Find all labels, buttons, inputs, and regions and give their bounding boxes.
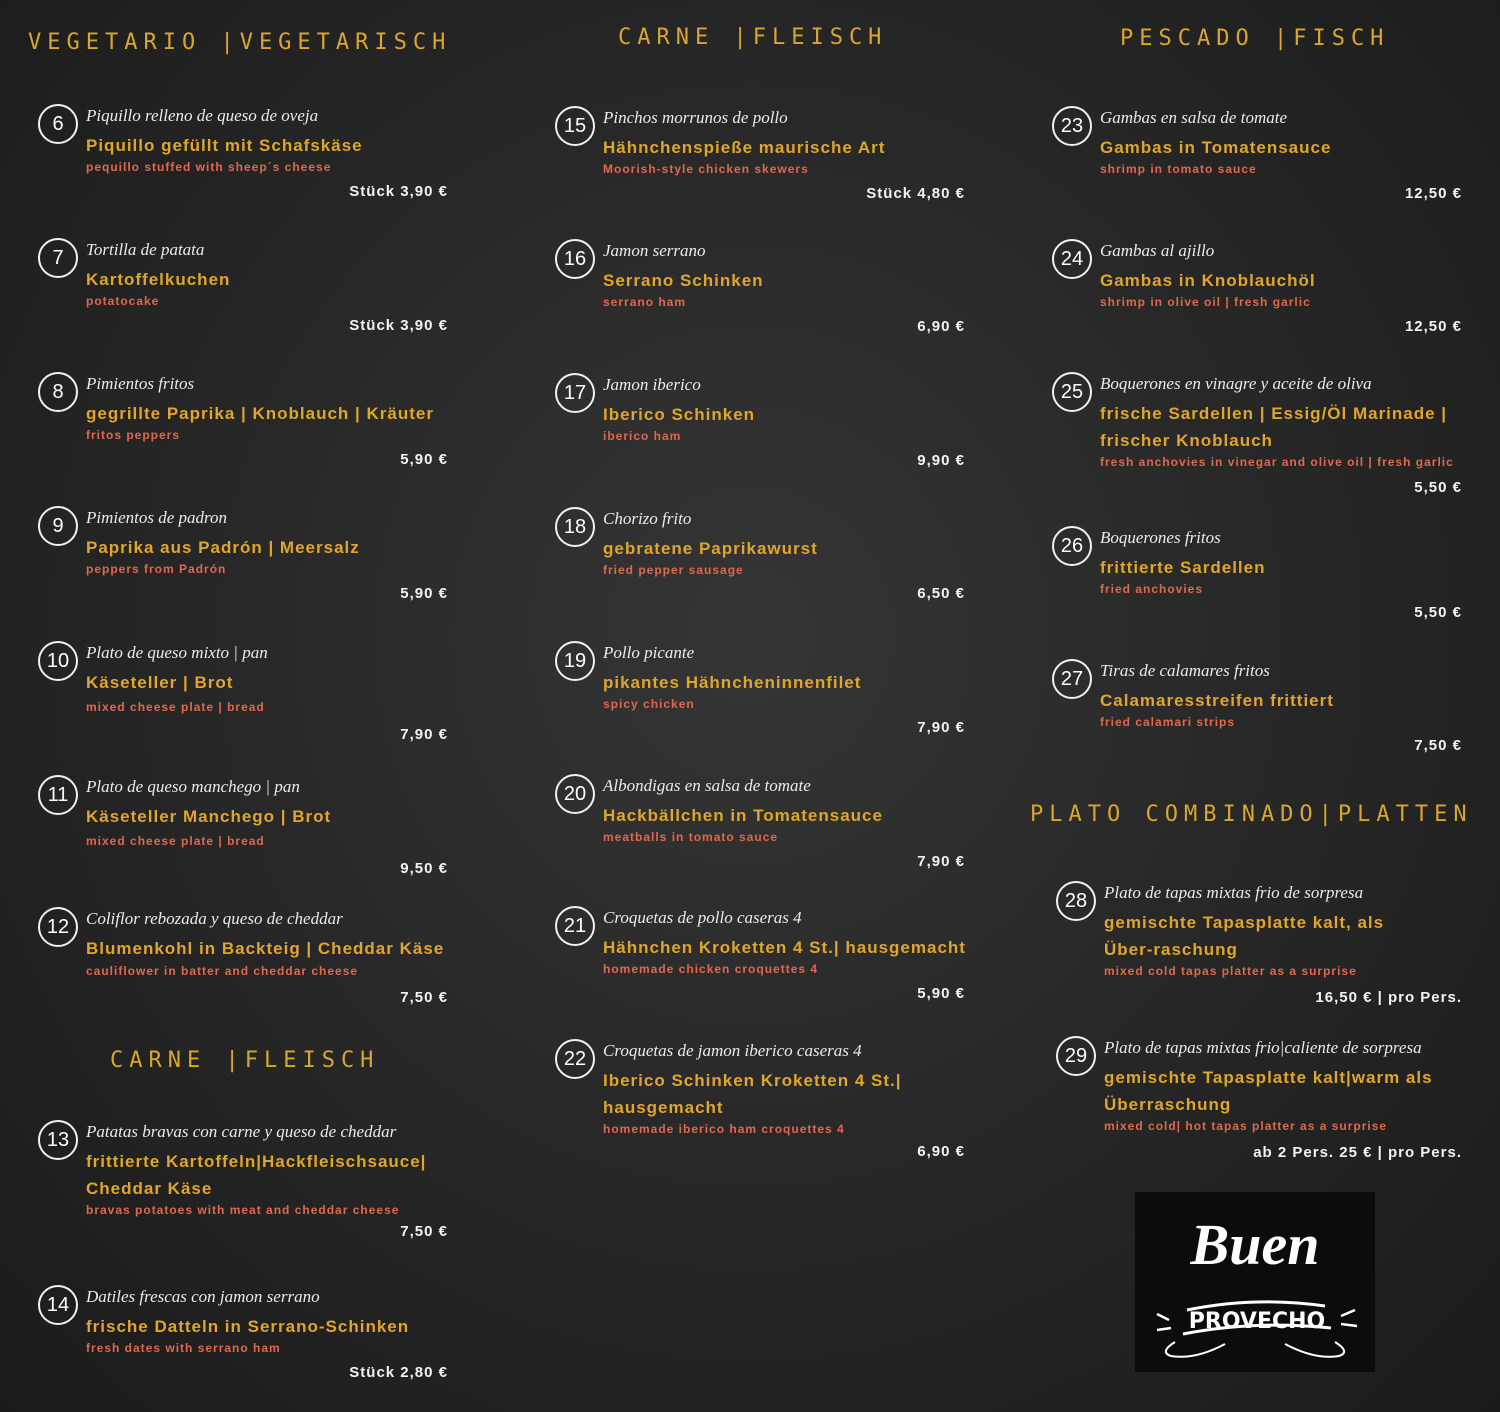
item-number: 7 [38, 238, 78, 278]
item-price: 9,50 € [400, 860, 448, 877]
item-name-spanish: Tortilla de patata [86, 240, 205, 259]
item-name-english: mixed cheese plate | bread [86, 834, 265, 848]
item-price: 7,50 € [400, 1223, 448, 1240]
item-name-spanish: Plato de tapas mixtas frio de sorpresa [1104, 883, 1364, 902]
menu-item-9 [38, 506, 448, 616]
item-name-german: gebratene Paprikawurst [603, 539, 818, 558]
item-name-english: spicy chicken [603, 697, 695, 711]
item-name-german: Hähnchen Kroketten 4 St.| hausgemacht [603, 938, 966, 957]
menu-item-12 [38, 907, 448, 1017]
item-name-english: homemade chicken croquettes 4 [603, 962, 819, 976]
item-price: ab 2 Pers. 25 € | pro Pers. [1253, 1144, 1462, 1161]
item-price: 5,90 € [400, 451, 448, 468]
item-price: 16,50 € | pro Pers. [1315, 989, 1462, 1006]
item-number: 16 [555, 239, 595, 279]
item-name-spanish: Gambas en salsa de tomate [1100, 108, 1287, 127]
menu-item-24 [1052, 239, 1462, 349]
item-price: 12,50 € [1404, 185, 1462, 202]
item-name-english: pequillo stuffed with sheep´s cheese [86, 160, 332, 174]
item-number: 17 [555, 373, 595, 413]
menu-item-26 [1052, 526, 1462, 636]
item-price: Stück 4,80 € [866, 185, 965, 202]
item-number: 13 [38, 1120, 78, 1160]
item-name-english: peppers from Padrón [86, 562, 227, 576]
item-number: 28 [1056, 881, 1096, 921]
item-name-english: shrimp in olive oil | fresh garlic [1100, 295, 1311, 309]
menu-item-22 [555, 1039, 965, 1174]
menu-item-17 [555, 373, 965, 483]
item-name-spanish: Boquerones en vinagre y aceite de oliva [1100, 374, 1372, 393]
item-name-spanish: Pimientos de padron [86, 508, 228, 527]
item-name-german: Hähnchenspieße maurische Art [603, 138, 886, 157]
item-number: 21 [555, 906, 595, 946]
menu-item-20 [555, 774, 965, 884]
item-number: 15 [555, 106, 595, 146]
item-number: 6 [38, 104, 78, 144]
menu-item-18 [555, 507, 965, 617]
item-price: 5,90 € [400, 585, 448, 602]
buen-provecho-logo [1135, 1192, 1375, 1372]
item-name-german: Käseteller Manchego | Brot [86, 807, 332, 826]
item-name-spanish: Coliflor rebozada y queso de cheddar [86, 909, 343, 928]
item-name-german: Käseteller | Brot [86, 673, 234, 692]
item-name-spanish: Pollo picante [603, 643, 695, 662]
item-name-german: Iberico Schinken [603, 405, 756, 424]
item-name-german: Hackbällchen in Tomatensauce [603, 806, 883, 825]
item-price: 6,90 € [917, 318, 965, 335]
item-price: Stück 3,90 € [349, 317, 448, 334]
item-number: 24 [1052, 239, 1092, 279]
item-name-spanish: Albondigas en salsa de tomate [603, 776, 811, 795]
item-name-german: gegrillte Paprika | Knoblauch | Kräuter [86, 404, 434, 423]
menu-item-19 [555, 641, 965, 751]
item-name-english: fried calamari strips [1100, 715, 1236, 729]
item-name-german: frische Datteln in Serrano-Schinken [86, 1317, 410, 1336]
item-price: 7,90 € [917, 853, 965, 870]
item-name-english: potatocake [86, 294, 160, 308]
menu-item-14 [38, 1285, 448, 1395]
item-name-spanish: Datiles frescas con jamon serrano [86, 1287, 320, 1306]
menu-item-10 [38, 641, 448, 751]
item-name-spanish: Pinchos morrunos de pollo [603, 108, 788, 127]
item-name-english: Moorish-style chicken skewers [603, 162, 809, 176]
item-number: 10 [38, 641, 78, 681]
item-name-english: serrano ham [603, 295, 687, 309]
item-name-spanish: Plato de queso mixto | pan [86, 643, 268, 662]
item-price: 7,90 € [400, 726, 448, 743]
item-number: 23 [1052, 106, 1092, 146]
item-name-spanish: Pimientos fritos [86, 374, 195, 393]
item-number: 14 [38, 1285, 78, 1325]
item-price: 6,90 € [917, 1143, 965, 1160]
section-title-carne-left: CARNE |FLEISCH [110, 1048, 380, 1073]
item-number: 25 [1052, 372, 1092, 412]
item-price: Stück 3,90 € [349, 183, 448, 200]
item-price: 6,50 € [917, 585, 965, 602]
item-name-english: mixed cheese plate | bread [86, 700, 265, 714]
item-name-spanish: Croquetas de jamon iberico caseras 4 [603, 1041, 862, 1060]
item-name-spanish: Plato de queso manchego | pan [86, 777, 300, 796]
item-name-spanish: Chorizo frito [603, 509, 692, 528]
item-name-spanish: Croquetas de pollo caseras 4 [603, 908, 802, 927]
item-number: 19 [555, 641, 595, 681]
item-name-english: mixed cold tapas platter as a surprise [1104, 964, 1357, 978]
section-title-plato-combinado: PLATO COMBINADO|PLATTEN [1030, 802, 1473, 827]
item-name-spanish: Plato de tapas mixtas frio|caliente de sorpresa [1104, 1038, 1422, 1057]
item-name-spanish: Jamon iberico [603, 375, 701, 394]
item-name-spanish: Patatas bravas con carne y queso de cheddar [86, 1122, 397, 1141]
item-name-spanish: Gambas al ajillo [1100, 241, 1215, 260]
menu-item-11 [38, 775, 448, 885]
item-name-english: mixed cold| hot tapas platter as a surprise [1104, 1119, 1388, 1133]
section-title-carne: CARNE |FLEISCH [618, 25, 888, 50]
item-name-german: Kartoffelkuchen [86, 270, 231, 289]
item-name-german: pikantes Hähncheninnenfilet [603, 673, 862, 692]
item-name-english: fried anchovies [1100, 582, 1204, 596]
menu-item-13 [38, 1120, 448, 1255]
logo-text-buen: Buen [1190, 1212, 1320, 1277]
item-name-english: cauliflower in batter and cheddar cheese [86, 964, 359, 978]
item-name-german: Blumenkohl in Backteig | Cheddar Käse [86, 939, 445, 958]
item-name-english: fresh anchovies in vinegar and olive oil | fresh garlic [1100, 455, 1454, 469]
item-price: 7,50 € [400, 989, 448, 1006]
menu-item-23 [1052, 106, 1462, 216]
item-number: 18 [555, 507, 595, 547]
item-number: 8 [38, 372, 78, 412]
item-name-spanish: Tiras de calamares fritos [1100, 661, 1270, 680]
item-name-german: Iberico Schinken Kroketten 4 St.| hausgemacht [603, 1071, 902, 1117]
item-number: 9 [38, 506, 78, 546]
item-name-german: frittierte Kartoffeln|Hackfleischsauce| Cheddar Käse [86, 1152, 427, 1198]
item-price: 5,50 € [1414, 479, 1462, 496]
item-name-german: gemischte Tapasplatte kalt, als Über-raschung [1104, 913, 1385, 959]
item-name-german: Piquillo gefüllt mit Schafskäse [86, 136, 363, 155]
menu-item-16 [555, 239, 965, 349]
menu-item-21 [555, 906, 965, 1016]
item-price: 12,50 € [1404, 318, 1462, 335]
item-price: 7,90 € [917, 719, 965, 736]
item-number: 11 [38, 775, 78, 815]
menu-item-28 [1056, 881, 1462, 1011]
menu-item-25 [1052, 372, 1462, 502]
menu-item-27 [1052, 659, 1462, 769]
item-name-german: frittierte Sardellen [1100, 558, 1266, 577]
item-number: 27 [1052, 659, 1092, 699]
item-name-german: Serrano Schinken [603, 271, 764, 290]
item-number: 26 [1052, 526, 1092, 566]
item-name-german: Paprika aus Padrón | Meersalz [86, 538, 360, 557]
item-name-german: Gambas in Tomatensauce [1100, 138, 1332, 157]
item-name-german: Gambas in Knoblauchöl [1100, 271, 1316, 290]
menu-item-29 [1056, 1036, 1462, 1166]
item-number: 29 [1056, 1036, 1096, 1076]
item-name-english: iberico ham [603, 429, 682, 443]
section-title-vegetario: VEGETARIO |VEGETARISCH [28, 30, 452, 55]
item-number: 12 [38, 907, 78, 947]
item-price: 5,90 € [917, 985, 965, 1002]
item-number: 22 [555, 1039, 595, 1079]
item-name-german: frische Sardellen | Essig/Öl Marinade | frischer Knoblauch [1100, 404, 1448, 450]
menu-item-8 [38, 372, 448, 482]
item-name-german: Calamaresstreifen frittiert [1100, 691, 1334, 710]
item-name-english: bravas potatoes with meat and cheddar cheese [86, 1203, 400, 1217]
item-name-english: meatballs in tomato sauce [603, 830, 779, 844]
item-name-spanish: Jamon serrano [603, 241, 706, 260]
item-name-english: homemade iberico ham croquettes 4 [603, 1122, 845, 1136]
item-name-english: fresh dates with serrano ham [86, 1341, 281, 1355]
item-name-english: fritos peppers [86, 428, 181, 442]
menu-item-15 [555, 106, 965, 216]
item-price: 5,50 € [1414, 604, 1462, 621]
item-price: Stück 2,80 € [349, 1364, 448, 1381]
item-number: 20 [555, 774, 595, 814]
item-name-english: shrimp in tomato sauce [1100, 162, 1257, 176]
item-name-spanish: Piquillo relleno de queso de oveja [86, 106, 319, 125]
item-name-spanish: Boquerones fritos [1100, 528, 1221, 547]
section-title-pescado: PESCADO |FISCH [1120, 26, 1390, 51]
item-name-english: fried pepper sausage [603, 563, 744, 577]
logo-text-provecho: PROVECHO [1188, 1309, 1326, 1334]
item-price: 7,50 € [1414, 737, 1462, 754]
item-price: 9,90 € [917, 452, 965, 469]
menu-item-6 [38, 104, 448, 214]
menu-item-7 [38, 238, 448, 348]
item-name-german: gemischte Tapasplatte kalt|warm als Überraschung [1104, 1068, 1433, 1114]
